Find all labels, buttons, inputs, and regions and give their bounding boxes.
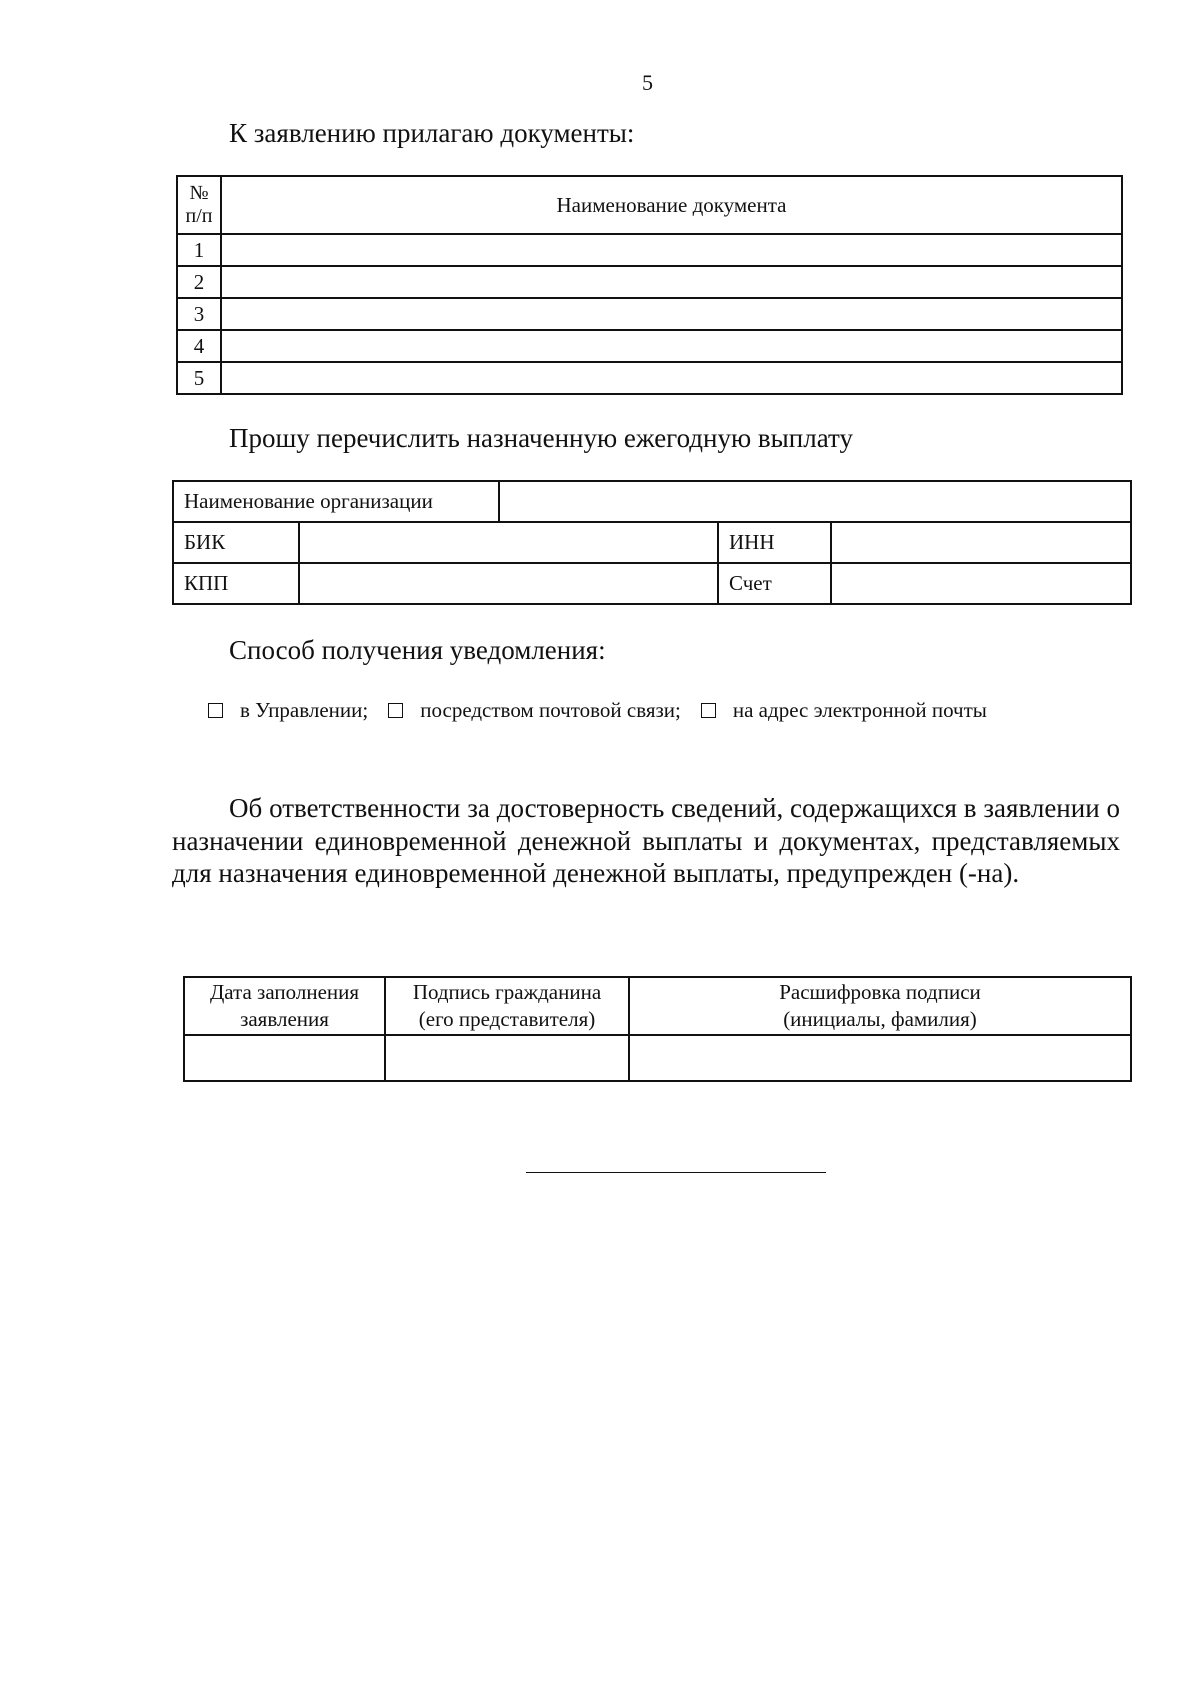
- signature-header: [385, 977, 629, 1035]
- option-post[interactable]: [388, 698, 681, 723]
- table-row: [177, 362, 1122, 394]
- date-header-line2: заявления: [240, 1007, 329, 1031]
- inn-label: ИНН: [718, 522, 831, 563]
- document-name-cell[interactable]: [221, 362, 1122, 394]
- col-number-line2: п/п: [185, 205, 213, 227]
- document-name-cell[interactable]: [221, 298, 1122, 330]
- signature-table: [183, 976, 1132, 1082]
- notification-intro: Способ получения уведомления:: [229, 635, 606, 665]
- row-number: 2: [177, 266, 221, 298]
- documents-intro: К заявлению прилагаю документы:: [229, 118, 635, 148]
- decoding-header-line1: Расшифровка подписи: [779, 980, 981, 1004]
- option-office[interactable]: [208, 698, 368, 723]
- documents-table: [176, 175, 1123, 395]
- date-header-line1: Дата заполнения: [209, 980, 360, 1004]
- checkbox-post[interactable]: [388, 703, 403, 718]
- checkbox-email[interactable]: [701, 703, 716, 718]
- row-number: 4: [177, 330, 221, 362]
- option-email-label: на адрес электронной почты: [732, 698, 987, 722]
- table-row: [177, 298, 1122, 330]
- org-name-label: Наименование организации: [173, 481, 499, 522]
- decoding-field[interactable]: [629, 1035, 1131, 1081]
- bik-field[interactable]: [299, 522, 718, 563]
- option-office-label: в Управлении;: [240, 698, 369, 722]
- signature-header-line1: Подпись гражданина: [412, 980, 602, 1004]
- bank-details-table: [172, 480, 1132, 605]
- documents-table-header: [177, 176, 1122, 234]
- col-document-name-header: Наименование документа: [221, 176, 1122, 234]
- signature-field[interactable]: [385, 1035, 629, 1081]
- col-number-line1: №: [189, 182, 209, 204]
- option-post-label: посредством почтовой связи;: [420, 698, 681, 722]
- signature-header-line2: (его представителя): [418, 1007, 596, 1031]
- page-number: 5: [642, 70, 653, 95]
- option-email[interactable]: [701, 698, 987, 723]
- col-number-header: [177, 176, 221, 234]
- date-field[interactable]: [184, 1035, 385, 1081]
- org-name-field[interactable]: [499, 481, 1131, 522]
- row-number: 1: [177, 234, 221, 266]
- kpp-label: КПП: [173, 563, 299, 604]
- decoding-header: [629, 977, 1131, 1035]
- document-name-cell[interactable]: [221, 266, 1122, 298]
- notification-options: [208, 698, 987, 723]
- row-number: 3: [177, 298, 221, 330]
- footer-divider: [526, 1172, 826, 1173]
- account-field[interactable]: [831, 563, 1131, 604]
- responsibility-paragraph: Об ответственности за достоверность сведений, содержащихся в заявлении о назначении единовременной денежной выплаты и документах, представляемых для назначения единовременной денежной выплаты, предупрежден (-на).: [172, 793, 1120, 888]
- checkbox-office[interactable]: [208, 703, 223, 718]
- kpp-field[interactable]: [299, 563, 718, 604]
- decoding-header-line2: (инициалы, фамилия): [783, 1007, 977, 1031]
- payment-intro: Прошу перечислить назначенную ежегодную выплату: [229, 423, 853, 453]
- document-name-cell[interactable]: [221, 234, 1122, 266]
- table-row: [177, 330, 1122, 362]
- row-number: 5: [177, 362, 221, 394]
- inn-field[interactable]: [831, 522, 1131, 563]
- table-row: [177, 234, 1122, 266]
- table-row: [177, 266, 1122, 298]
- date-header: [184, 977, 385, 1035]
- bik-label: БИК: [173, 522, 299, 563]
- document-name-cell[interactable]: [221, 330, 1122, 362]
- account-label: Счет: [718, 563, 831, 604]
